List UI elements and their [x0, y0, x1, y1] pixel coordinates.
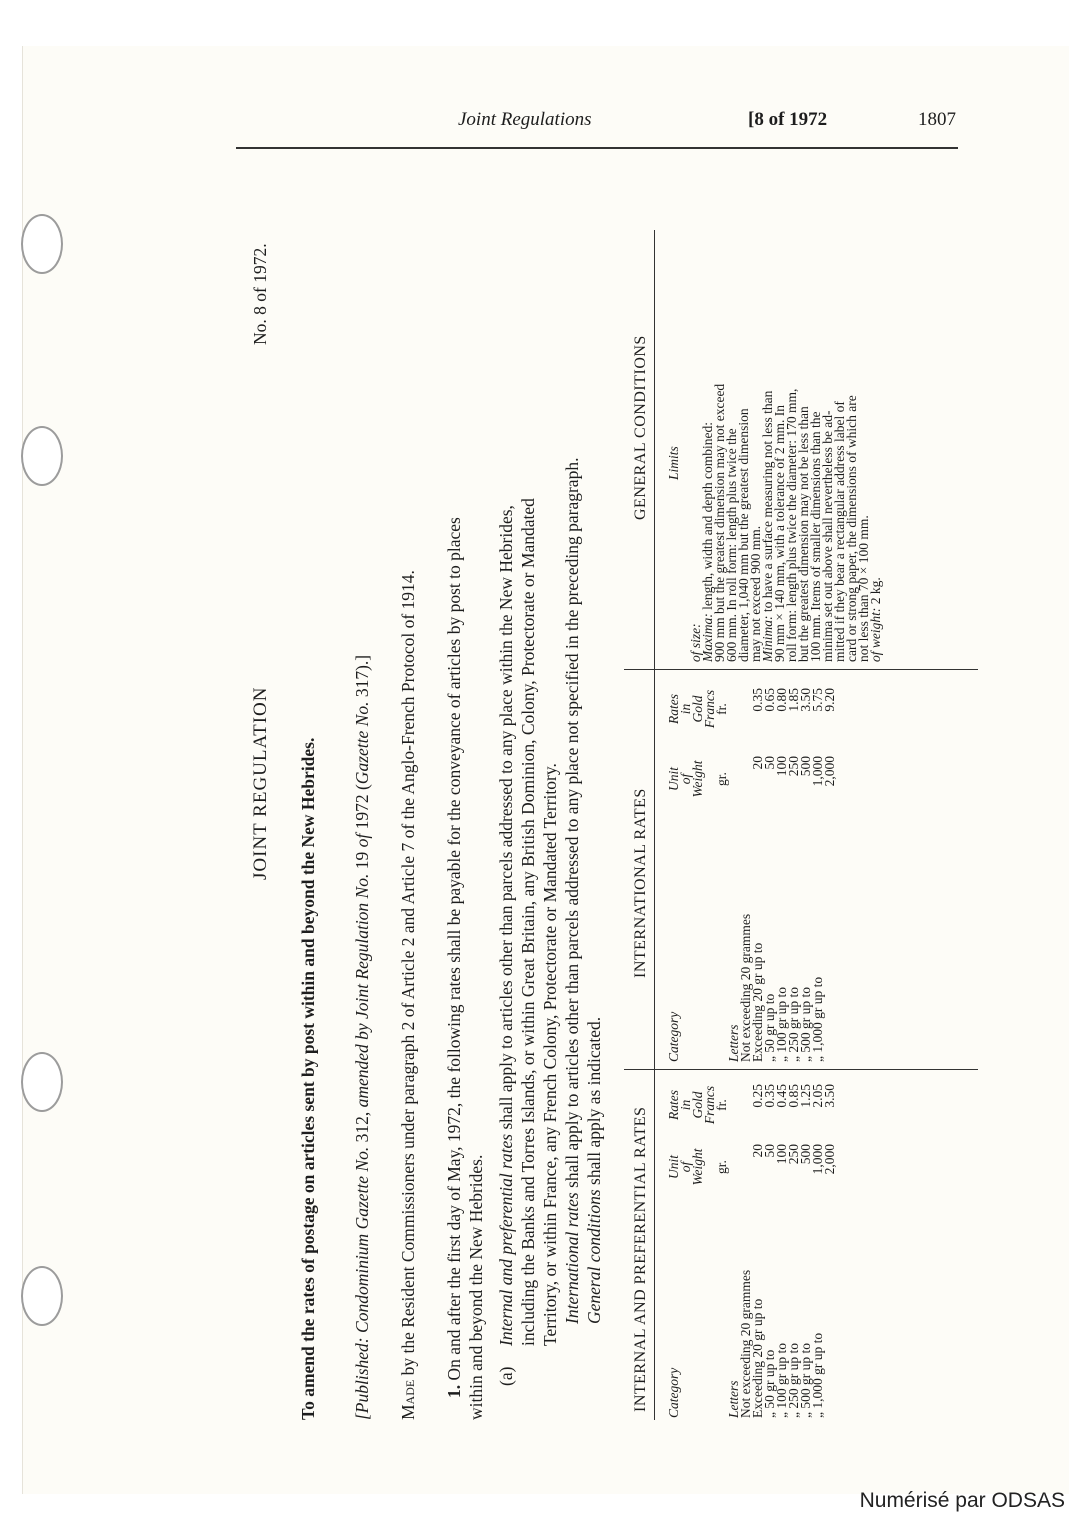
table-row: „ 50 gr up to: [762, 993, 777, 1062]
made-by-text: by the Resident Commissioners under paragraph 2 of Article 2 and Article 7 of the Anglo-French Protocol of 1914.: [398, 570, 418, 1380]
table-row: Exceeding 20 gr up to: [750, 1298, 765, 1418]
table-cell: 250: [786, 1144, 801, 1165]
table-cell: 20: [750, 1144, 765, 1158]
table-cell: 0.80: [774, 688, 789, 712]
minima-line-9: not less than 70 × 100 mm.: [856, 515, 871, 662]
international-rate-header-1: Rates: [666, 694, 681, 724]
running-header-reference: [8 of 1972: [748, 109, 828, 130]
table-cell: 2,000: [822, 756, 837, 787]
table-row: Not exceeding 20 grammes: [738, 1269, 753, 1418]
international-category-column: [728, 914, 824, 1062]
table-cell: 0.35: [750, 688, 765, 712]
international-section-label: Letters: [726, 1024, 741, 1062]
international-unit-header: [668, 754, 728, 804]
internal-weight-column: [752, 1144, 836, 1192]
maxima-label: Maxima:: [700, 613, 715, 662]
internal-rate-header-1: Rates: [666, 1090, 681, 1120]
table-row: „ 250 gr up to: [786, 987, 801, 1062]
digitization-credit: Numérisé par ODSAS: [859, 1489, 1065, 1512]
table-divider-2: [624, 669, 978, 670]
para-a-label: (a): [496, 1366, 516, 1386]
international-rate-column: [752, 688, 836, 734]
international-rate-header-4: Francs: [702, 689, 717, 729]
maxima-line-5: may not exceed 900 mm.: [748, 525, 763, 662]
para-a-line-4: [562, 458, 583, 1324]
paragraph-1-number: 1.: [444, 1384, 464, 1398]
running-header-title: Joint Regulations: [458, 109, 592, 130]
table-cell: 1.25: [798, 1084, 813, 1108]
limits-header: Limits: [666, 446, 681, 480]
general-conditions-text: [690, 384, 882, 662]
general-conditions-heading: GENERAL CONDITIONS: [632, 335, 649, 520]
international-rates-heading: INTERNATIONAL RATES: [632, 788, 649, 978]
header-rule: [236, 147, 958, 149]
binder-hole-4: [21, 1266, 63, 1326]
internal-category-column: [728, 1270, 824, 1418]
table-cell: 2,000: [822, 1144, 837, 1175]
para-a-line-1: [496, 505, 517, 1346]
published-prefix: [Published:: [352, 1332, 372, 1420]
published-note: [352, 655, 373, 1420]
table-cell: 500: [798, 756, 813, 777]
para-a-line-1-text: shall apply to articles other than parcels addressed to any place within the New Hebrides,: [496, 505, 516, 1134]
para-a-line-4-text: shall apply to articles other than parcels addressed to any place not specified in the preceding paragraph.: [562, 457, 582, 1193]
international-rate-header-2: in: [678, 703, 693, 715]
regulation-subtitle: To amend the rates of postage on articles sent by post within and beyond the New Hebrides.: [298, 737, 318, 1420]
internal-rate-header-2: in: [678, 1099, 693, 1111]
table-cell: 3.50: [798, 688, 813, 712]
published-number: 312,: [352, 1107, 372, 1147]
table-cell: 100: [774, 1144, 789, 1165]
table-row: „ 1,000 gr up to: [810, 976, 825, 1062]
published-reg-number: 19: [352, 847, 372, 874]
binder-hole-1: [21, 214, 63, 274]
table-row: „ 500 gr up to: [798, 1343, 813, 1418]
table-row: „ 500 gr up to: [798, 987, 813, 1062]
made-by-paragraph: [398, 570, 419, 1420]
minima-line-7: mitted if they bear a rectangular address label of: [832, 401, 847, 662]
table-cell: 1.85: [786, 688, 801, 712]
table-cell: 50: [762, 756, 777, 770]
table-row: Not exceeding 20 grammes: [738, 913, 753, 1062]
internal-rate-symbol: fr.: [714, 1099, 729, 1111]
minima-line-3: roll form: length plus twice the diameter: 170 mm,: [784, 388, 799, 662]
international-rate-header: [668, 684, 728, 734]
para-a-international-rates: International rates: [562, 1192, 582, 1324]
of-weight-label: of weight:: [868, 607, 883, 662]
table-divider-1: [624, 1069, 978, 1070]
binder-hole-2: [21, 426, 63, 486]
internal-unit-symbol: gr.: [714, 1160, 729, 1174]
maxima-line-2: 900 mm but the greatest dimension may not exceed: [712, 383, 727, 662]
international-unit-header-2: of: [678, 773, 693, 785]
of-weight-line: [870, 384, 882, 662]
table-cell: 50: [762, 1144, 777, 1158]
table-row: „ 100 gr up to: [774, 987, 789, 1062]
table-cell: 0.85: [786, 1084, 801, 1108]
maxima-text-1: length, width and depth combined:: [700, 422, 715, 614]
document-number: No. 8 of 1972.: [250, 243, 270, 345]
published-year: 1972 (: [352, 784, 372, 834]
table-cell: 100: [774, 756, 789, 777]
table-cell: 3.50: [822, 1084, 837, 1108]
para-a-line-5-text: shall apply as indicated.: [584, 1016, 604, 1190]
minima-line-2: 90 mm × 140 mm, with a tolerance of 2 mm. In: [772, 405, 787, 662]
minima-line-5: 100 mm. Items of smaller dimensions than the: [808, 411, 823, 662]
table-cell: 0.65: [762, 688, 777, 712]
internal-rate-column: [752, 1084, 836, 1130]
international-rate-symbol: fr.: [714, 703, 729, 715]
international-rate-header-3: Gold: [690, 695, 705, 723]
table-cell: 0.25: [750, 1084, 765, 1108]
minima-text-1: to have a surface measuring not less than: [760, 390, 775, 616]
para-a-line-2: including the Banks and Torres Islands, or within Great Britain, any British Dominion, Colony, Protectorate or Mandated: [518, 498, 538, 1346]
international-unit-symbol: gr.: [714, 772, 729, 786]
table-row: „ 50 gr up to: [762, 1349, 777, 1418]
internal-rate-header: [668, 1080, 728, 1130]
paragraph-1-text: On and after the first day of May, 1972, the following rates shall be payable for the conveyance of articles by post to places: [444, 517, 464, 1385]
maxima-line-3: 600 mm. In roll form: length plus twice the: [724, 428, 739, 662]
table-row: „ 1,000 gr up to: [810, 1332, 825, 1418]
international-unit-header-1: Unit: [666, 767, 681, 792]
internal-rate-header-4: Francs: [702, 1085, 717, 1125]
regulation-heading: JOINT REGULATION: [250, 686, 271, 880]
table-cell: 250: [786, 756, 801, 777]
published-gazette: Condominium Gazette No.: [352, 1146, 372, 1333]
internal-section-label: Letters: [726, 1380, 741, 1418]
international-weight-column: [752, 756, 836, 804]
para-a-line-3: Territory, or within France, any French Colony, Protectorate or Mandated Territory.: [540, 763, 560, 1346]
published-suffix: 317).]: [352, 654, 372, 702]
para-a-internal-rates: Internal and preferential rates: [496, 1133, 516, 1346]
internal-unit-header-3: Weight: [690, 1148, 705, 1186]
table-cell: 0.45: [774, 1084, 789, 1108]
of-size-label: of size:: [688, 623, 703, 662]
rotated-body: [248, 200, 984, 1420]
published-gazette-2: Gazette No.: [352, 701, 372, 785]
table-row: „ 100 gr up to: [774, 1343, 789, 1418]
of-weight-value: 2 kg.: [868, 577, 883, 608]
internal-unit-header: [668, 1142, 728, 1192]
published-of: of: [352, 833, 372, 848]
international-unit-header-3: Weight: [690, 760, 705, 798]
international-category-header: Category: [666, 1011, 681, 1062]
internal-unit-header-1: Unit: [666, 1155, 681, 1180]
internal-unit-header-2: of: [678, 1161, 693, 1173]
internal-rate-header-3: Gold: [690, 1091, 705, 1119]
made-word: Made: [398, 1379, 418, 1420]
table-cell: 2.05: [810, 1084, 825, 1108]
internal-rates-heading: INTERNAL AND PREFERENTIAL RATES: [632, 1106, 649, 1412]
table-cell: 9.20: [822, 688, 837, 712]
maxima-line-4: diameter, 1,040 mm but the greatest dimension: [736, 408, 751, 662]
paragraph-1-line-1: [444, 517, 465, 1398]
minima-line-8: card or strong paper, the dimensions of which are: [844, 395, 859, 662]
table-cell: 5.75: [810, 688, 825, 712]
table-cell: 0.35: [762, 1084, 777, 1108]
binder-hole-3: [21, 1052, 63, 1112]
table-row: „ 250 gr up to: [786, 1343, 801, 1418]
table-cell: 1,000: [810, 756, 825, 787]
table-header-rule: [654, 230, 655, 1420]
internal-category-header: Category: [666, 1367, 681, 1418]
minima-line-6: minima set out above shall nevertheless be ad-: [820, 410, 835, 662]
table-cell: 20: [750, 756, 765, 770]
paragraph-1-line-2: within and beyond the New Hebrides.: [466, 1154, 486, 1420]
published-amended: amended by Joint Regulation No.: [352, 873, 372, 1108]
para-a-general-conditions: General conditions: [584, 1189, 604, 1324]
page-number: 1807: [918, 109, 956, 130]
table-row: Exceeding 20 gr up to: [750, 942, 765, 1062]
para-a-line-5: [584, 1017, 605, 1324]
table-cell: 500: [798, 1144, 813, 1165]
minima-label: Minima:: [760, 615, 775, 662]
minima-line-4: but the greatest dimension may not be less than: [796, 406, 811, 662]
table-cell: 1,000: [810, 1144, 825, 1175]
